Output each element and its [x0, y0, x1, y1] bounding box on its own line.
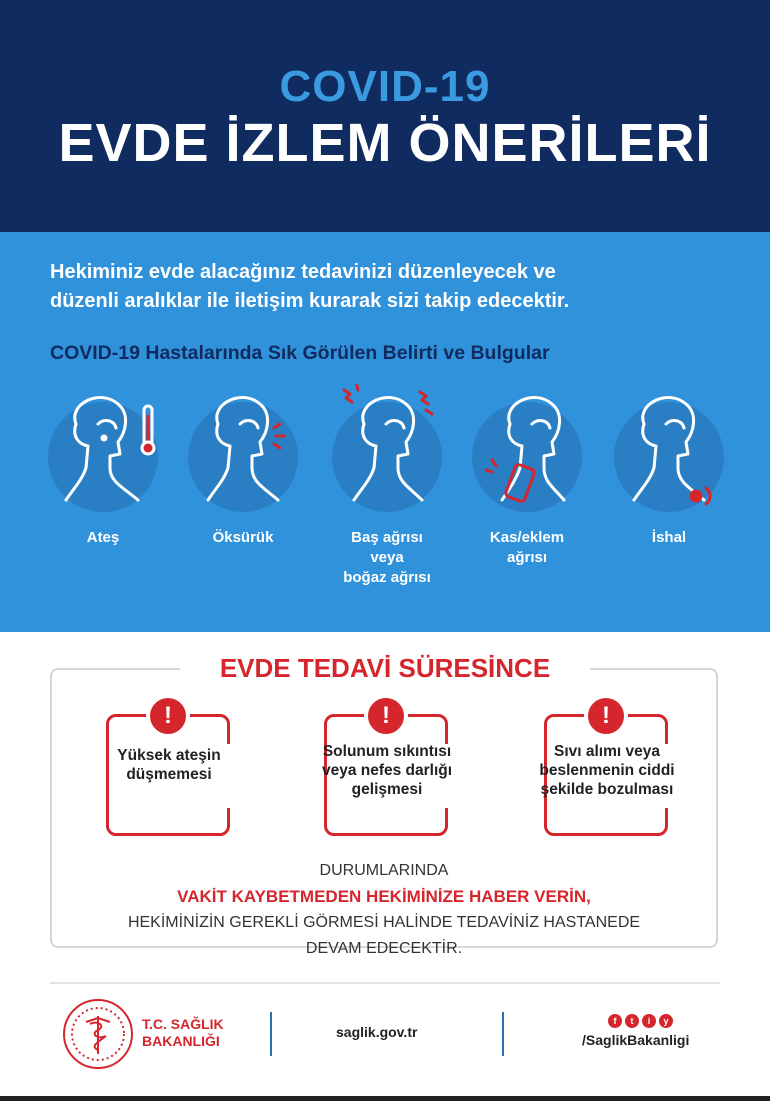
social-handle[interactable]: /SaglikBakanligi [582, 1032, 690, 1048]
fever-icon [38, 384, 168, 514]
social-block [582, 1014, 712, 1048]
header-title: EVDE İZLEM ÖNERİLERİ [58, 113, 712, 173]
note-line-2: DEVAM EDECEKTİR. [305, 940, 463, 957]
note-line-1: HEKİMİNİZİN GEREKLİ GÖRMESİ HALİNDE TEDAVİNİZ HASTANEDE [127, 914, 641, 931]
symptom-label: Kas/eklem ağrısı [489, 529, 565, 566]
twitter-icon[interactable]: t [625, 1014, 639, 1028]
footer-separator [270, 1012, 272, 1056]
intro-line-1: Hekiminiz evde alacağınız tedavinizi düzenleyecek ve [50, 261, 556, 283]
headache-icon [322, 384, 452, 514]
header-banner [0, 0, 770, 232]
symptom-label: Baş ağrısı veya boğaz ağrısı [343, 529, 431, 586]
social-icons [608, 1014, 712, 1028]
diarrhea-icon [604, 384, 734, 514]
ministry-logo [60, 996, 136, 1072]
warning-card-fever [106, 696, 256, 840]
treatment-title: EVDE TEDAVİ SÜRESİNCE [180, 650, 590, 686]
exclamation-icon: ! [146, 694, 190, 738]
ministry-seal-icon [60, 996, 136, 1072]
intro-line-2: düzenli aralıklar ile iletişim kurarak sizi takip edecektir. [50, 290, 570, 312]
website-link[interactable]: saglik.gov.tr [336, 1024, 418, 1040]
symptom-label: İshal [651, 529, 687, 546]
warning-card-nutrition [539, 696, 694, 840]
muscle-pain-icon [462, 384, 592, 514]
ministry-name: T.C. SAĞLIK BAKANLIĞI [142, 1016, 224, 1049]
warning-text: Sıvı alımı veya beslenmenin ciddi şekilde bozulması [539, 743, 675, 798]
cases-text: DURUMLARINDA [319, 862, 449, 879]
symptoms-title: COVID-19 Hastalarında Sık Görülen Belirti ve Bulgular [50, 342, 550, 364]
cough-icon [178, 384, 308, 514]
symptom-label: Öksürük [212, 529, 274, 546]
action-message [52, 858, 716, 962]
symptom-label: Ateş [86, 529, 120, 546]
exclamation-icon: ! [364, 694, 408, 738]
action-text: VAKİT KAYBETMEDEN HEKİMİNİZE HABER VERİN, [177, 887, 591, 906]
footer-divider [50, 982, 720, 984]
bottom-bar [0, 1096, 770, 1101]
warning-card-breathing [321, 696, 474, 840]
facebook-icon[interactable]: f [608, 1014, 622, 1028]
header-subtitle: COVID-19 [279, 62, 491, 111]
footer-separator [502, 1012, 504, 1056]
youtube-icon[interactable]: y [659, 1014, 673, 1028]
warning-text: Yüksek ateşin düşmemesi [117, 747, 221, 783]
intro-text [50, 258, 730, 316]
warning-text: Solunum sıkıntısı veya nefes darlığı gelişmesi [321, 743, 453, 798]
instagram-icon[interactable]: i [642, 1014, 656, 1028]
exclamation-icon: ! [584, 694, 628, 738]
